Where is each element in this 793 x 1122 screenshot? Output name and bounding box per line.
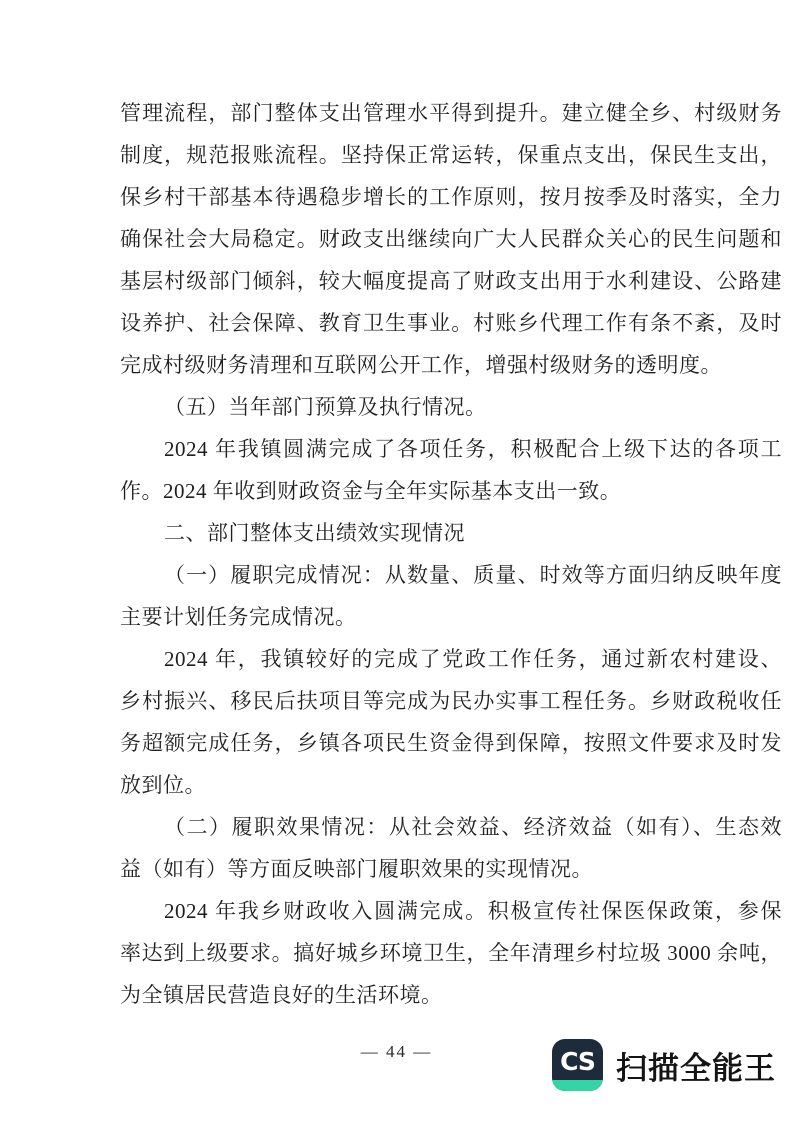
text-line: （二）履职效果情况：从社会效益、经济效益（如有）、生态效	[164, 815, 782, 839]
section-heading-line: （五）当年部门预算及执行情况。	[164, 395, 487, 419]
section-heading-line: 二、部门整体支出绩效实现情况	[164, 521, 465, 545]
camscanner-watermark	[552, 1039, 776, 1091]
text-line: （一）履职完成情况：从数量、质量、时效等方面归纳反映年度	[164, 563, 782, 587]
text-line: 乡村振兴、移民后扶项目等完成为民办实事工程任务。乡财政税收任	[120, 689, 782, 713]
camscanner-logo-icon	[552, 1039, 603, 1091]
text-line: 设养护、社会保障、教育卫生事业。村账乡代理工作有条不紊，及时	[120, 311, 782, 335]
text-line: 2024 年我乡财政收入圆满完成。积极宣传社保医保政策，参保	[164, 899, 782, 923]
text-line: 管理流程，部门整体支出管理水平得到提升。建立健全乡、村级财务	[120, 101, 782, 125]
text-line: 基层村级部门倾斜，较大幅度提高了财政支出用于水利建设、公路建	[120, 269, 782, 293]
text-line: 保乡村干部基本待遇稳步增长的工作原则，按月按季及时落实，全力	[120, 185, 782, 209]
cs-logo-letters: CS	[560, 1046, 595, 1076]
text-line: 确保社会大局稳定。财政支出继续向广大人民群众关心的民生问题和	[120, 227, 782, 251]
text-line: 完成村级财务清理和互联网公开工作，增强村级财务的透明度。	[120, 353, 722, 377]
text-line: 作。2024 年收到财政资金与全年实际基本支出一致。	[120, 479, 622, 503]
text-line: 务超额完成任务，乡镇各项民生资金得到保障，按照文件要求及时发	[120, 731, 782, 755]
text-line: 2024 年我镇圆满完成了各项任务，积极配合上级下达的各项工	[164, 437, 782, 461]
document-body	[120, 92, 782, 1016]
text-line: 率达到上级要求。搞好城乡环境卫生，全年清理乡村垃圾 3000 余吨，	[120, 941, 782, 965]
camscanner-app-name: 扫描全能王	[616, 1050, 776, 1086]
text-line: 制度，规范报账流程。坚持保正常运转，保重点支出，保民生支出，	[120, 143, 782, 167]
text-line: 为全镇居民营造良好的生活环境。	[120, 983, 443, 1007]
text-line: 主要计划任务完成情况。	[120, 605, 357, 629]
text-line: 2024 年，我镇较好的完成了党政工作任务，通过新农村建设、	[164, 647, 782, 671]
text-line: 益（如有）等方面反映部门履职效果的实现情况。	[120, 857, 593, 881]
page-number: — 44 —	[360, 1042, 433, 1061]
logo-accent-bar	[552, 1080, 603, 1091]
text-line: 放到位。	[120, 773, 206, 797]
